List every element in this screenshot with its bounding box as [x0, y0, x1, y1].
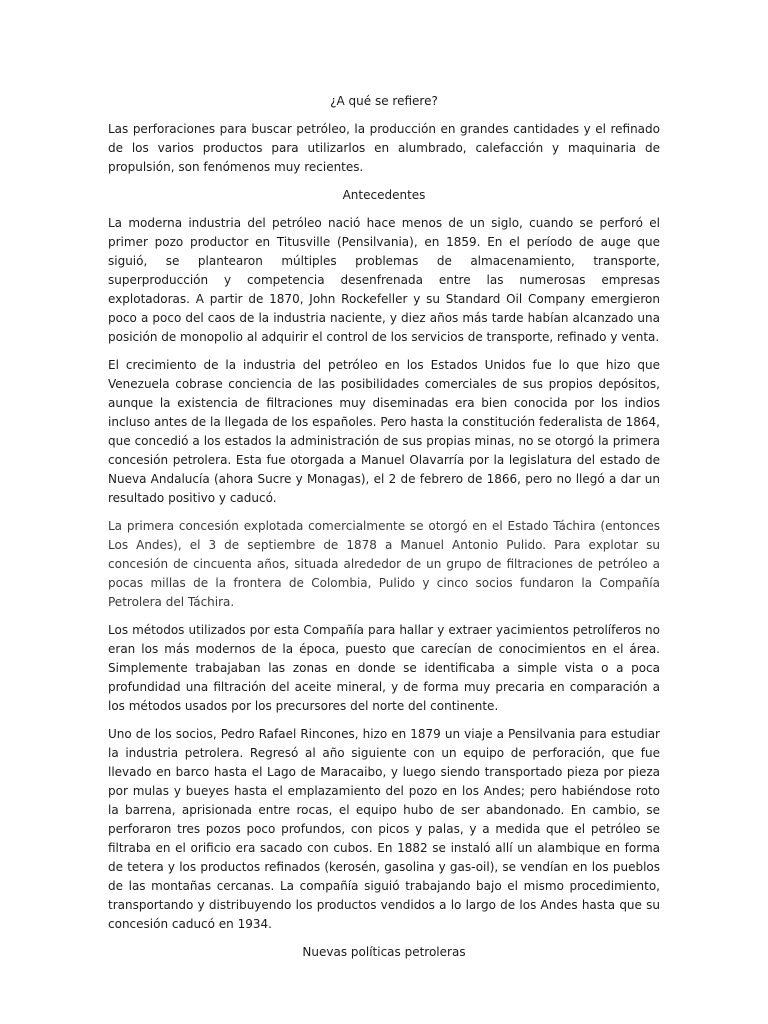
- paragraph-industry-origins: La moderna industria del petróleo nació hace menos de un siglo, cuando se perforó el primer pozo productor en Titusville (Pensilvania), en 1859. En el período de auge que siguió, se plantearon múltiples problemas de almacenamiento, transporte, superproducción y competencia desenfrenada entre las numerosas empresas explotadoras. A partir de 1870, John Rockefeller y su Standard Oil Company emergieron poco a poco del caos de la industria naciente, y diez años más tarde habían alcanzado una posición de monopolio al adquirir el control de los servicios de transporte, refinado y venta.: [108, 216, 660, 344]
- paragraph-first-concession: La primera concesión explotada comercialmente se otorgó en el Estado Táchira (entonces Los Andes), el 3 de septiembre de 1878 a Manuel Antonio Pulido. Para explotar su concesión de cincuenta años, situada alrededor de un grupo de filtraciones de petróleo a pocas millas de la frontera de Colombia, Pulido y cinco socios fundaron la Compañía Petrolera del Táchira.: [108, 519, 660, 609]
- section-heading-nuevas-politicas: Nuevas políticas petroleras: [302, 945, 466, 959]
- paragraph-methods: Los métodos utilizados por esta Compañía para hallar y extraer yacimientos petrolíferos no eran los más modernos de la época, puesto que carecían de conocimientos en el área. Simplemente trabajaban las zonas en donde se identificaba a simple vista o a poca profundidad una filtración del aceite mineral, y de forma muy precaria en comparación a los métodos usados por los precursores del norte del continente.: [108, 623, 660, 713]
- section-heading-antecedentes: Antecedentes: [342, 188, 426, 202]
- paragraph-introduction: Las perforaciones para buscar petróleo, la producción en grandes cantidades y el refinado de los varios productos para utilizarlos en alumbrado, calefacción y maquinaria de propulsión, son fenómenos muy recientes.: [108, 122, 660, 174]
- section-heading-que-se-refiere: ¿A qué se refiere?: [330, 94, 438, 108]
- paragraph-rincones-trip: Uno de los socios, Pedro Rafael Rincones, hizo en 1879 un viaje a Pensilvania para estudiar la industria petrolera. Regresó al año siguiente con un equipo de perforación, que fue llevado en barco hasta el Lago de Maracaibo, y luego siendo transportado pieza por pieza por mulas y bueyes hasta el emplazamiento del pozo en los Andes; pero habiéndose roto la barrena, aprisionada entre rocas, el equipo hubo de ser abandonado. En cambio, se perforaron tres pozos poco profundos, con picos y palas, y a medida que el petróleo se filtraba en el orificio era sacado con cubos. En 1882 se instaló allí un alambique en forma de tetera y los productos refinados (kerosén, gasolina y gas-oil), se vendían en los pueblos de las montañas cercanas. La compañía siguió trabajando bajo el mismo procedimiento, transportando y distribuyendo los productos vendidos a lo largo de los Andes hasta que su concesión caducó en 1934.: [108, 727, 660, 931]
- paragraph-venezuela-awareness: El crecimiento de la industria del petróleo en los Estados Unidos fue lo que hizo que Venezuela cobrase conciencia de las posibilidades comerciales de sus propios depósitos, aunque la existencia de filtraciones muy diseminadas era bien conocida por los indios incluso antes de la llegada de los españoles. Pero hasta la constitución federalista de 1864, que concedió a los estados la administración de sus propias minas, no se otorgó la primera concesión petrolera. Esta fue otorgada a Manuel Olavarría por la legislatura del estado de Nueva Andalucía (ahora Sucre y Monagas), el 2 de febrero de 1866, pero no llegó a dar un resultado positivo y caducó.: [108, 358, 660, 505]
